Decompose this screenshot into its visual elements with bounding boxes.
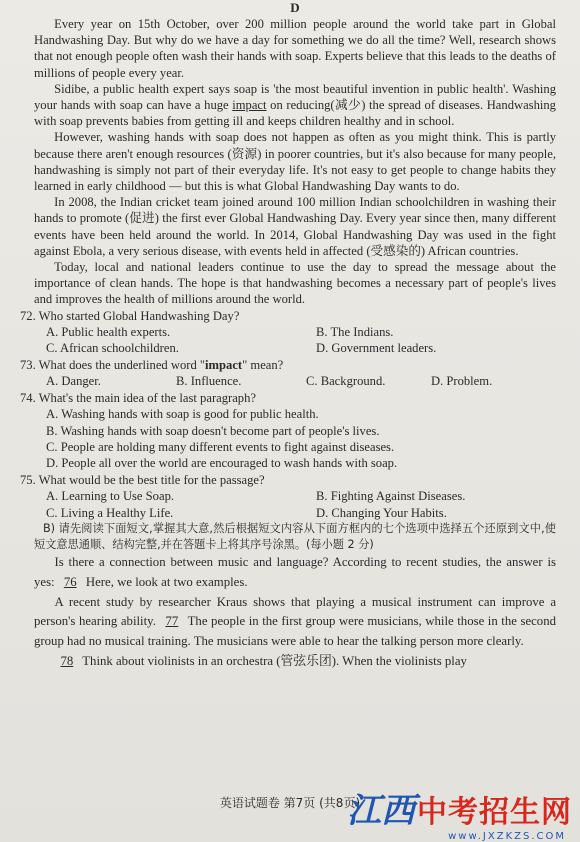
option-b[interactable]: B. The Indians. [316, 325, 394, 340]
question-stem: 72. Who started Global Handwashing Day? [20, 308, 240, 323]
question-74 [20, 390, 556, 472]
page-footer: 英语试题卷 第7页 (共8页) [219, 796, 361, 810]
question-72 [20, 308, 556, 357]
option-a[interactable]: A. Danger. [46, 374, 101, 389]
watermark-title: 中考招生网 [417, 795, 572, 830]
underlined-word: impact [232, 98, 267, 113]
section-letter: D [290, 0, 300, 15]
part-b-instruction: B) 请先阅读下面短文,掌握其大意,然后根据短文内容从下面方框内的七个选项中选择五个还原到文中,使短文意思通顺、结构完整,并在答题卡上将其序号涂黑。(每小题 2 分) [34, 521, 556, 551]
reading-passage [34, 16, 556, 308]
blank-78: 78 [60, 653, 74, 668]
part-b-paragraph-3: 78 Think about violinists in an orchestra (管弦乐团). When the violinists play [34, 652, 556, 672]
question-75 [20, 472, 556, 521]
question-stem: 75. What would be the best title for the passage? [20, 472, 265, 487]
option-c[interactable]: C. African schoolchildren. [46, 341, 179, 356]
passage-paragraph-2: Sidibe, a public health expert says soap is 'the most beautiful invention in public health'. Washing your hands with soap can have a huge impact on reducing(减少) the spread of diseases. Handwashing with soap prevents babies from getting ill and keeps children healthy and in school. [34, 81, 556, 129]
option-b[interactable]: B. Influence. [176, 374, 242, 389]
passage-paragraph-3: However, washing hands with soap does not happen as often as you might think. This is partly because there aren't enough resources (资源) in poorer countries, but it's also because for many people, handwashing is simply not part of their everyday life. It's not easy to get people to change habits they learned in early childhood — but this is what Global Handwashing Day wants to do. [34, 130, 556, 194]
blank-76: 76 [63, 574, 77, 589]
option-a[interactable]: A. Washing hands with soap is good for public health. [46, 407, 319, 422]
blank-77: 77 [165, 614, 179, 629]
question-73 [20, 357, 556, 390]
option-b[interactable]: B. Washing hands with soap doesn't become part of people's lives. [46, 423, 380, 438]
part-b-paragraph-1: Is there a connection between music and language? According to recent studies, the answer is yes: 76 Here, we look at two examples. [34, 554, 556, 589]
site-watermark [347, 791, 572, 842]
part-b-paragraph-2: A recent study by researcher Kraus shows that playing a musical instrument can improve a person's hearing ability. 77 The people in the first group were musicians, while those in the second group had no musical training. The musicians were able to hear the talking person more clearly. [34, 594, 557, 649]
part-b-passage [34, 553, 556, 672]
option-c[interactable]: C. Background. [306, 374, 386, 389]
option-a[interactable]: A. Learning to Use Soap. [46, 489, 175, 504]
question-stem: 74. What's the main idea of the last paragraph? [20, 390, 256, 405]
option-d[interactable]: D. Problem. [431, 374, 493, 389]
passage-paragraph-5: Today, local and national leaders continue to use the day to spread the message about the importance of clean hands. The hope is that handwashing becomes a necessary part of people's lives and improves the health of millions around the world. [34, 260, 556, 307]
watermark-url: www.JXZKZS.COM [448, 831, 566, 842]
option-b[interactable]: B. Fighting Against Diseases. [316, 489, 466, 504]
option-a[interactable]: A. Public health experts. [46, 325, 171, 340]
option-d[interactable]: D. Government leaders. [316, 341, 437, 356]
passage-paragraph-4: In 2008, the Indian cricket team joined around 100 million Indian schoolchildren in washing their hands to promote (促进) the first ever Global Handwashing Day. Every year since then, many different events have been held around the world. In 2014, Global Handwashing Day was used in the fight against Ebola, a very serious disease, with events held in affected (受感染的) African countries. [34, 195, 556, 258]
option-c[interactable]: C. Living a Healthy Life. [46, 505, 174, 520]
option-d[interactable]: D. People all over the world are encouraged to wash hands with soap. [46, 456, 398, 471]
passage-paragraph-1: Every year on 15th October, over 200 million people around the world take part in Global Handwashing Day. But why do we have a day for something we do all the time? Well, research shows that not enough people often wash their hands with soap. Experts believe that this leads to the deaths of millions of people every year. [34, 17, 556, 80]
option-d[interactable]: D. Changing Your Habits. [316, 505, 447, 520]
watermark-logo: 江西 [347, 791, 415, 831]
option-c[interactable]: C. People are holding many different events to fight against diseases. [46, 439, 395, 454]
question-stem: 73. What does the underlined word "impact" mean? [20, 357, 284, 372]
